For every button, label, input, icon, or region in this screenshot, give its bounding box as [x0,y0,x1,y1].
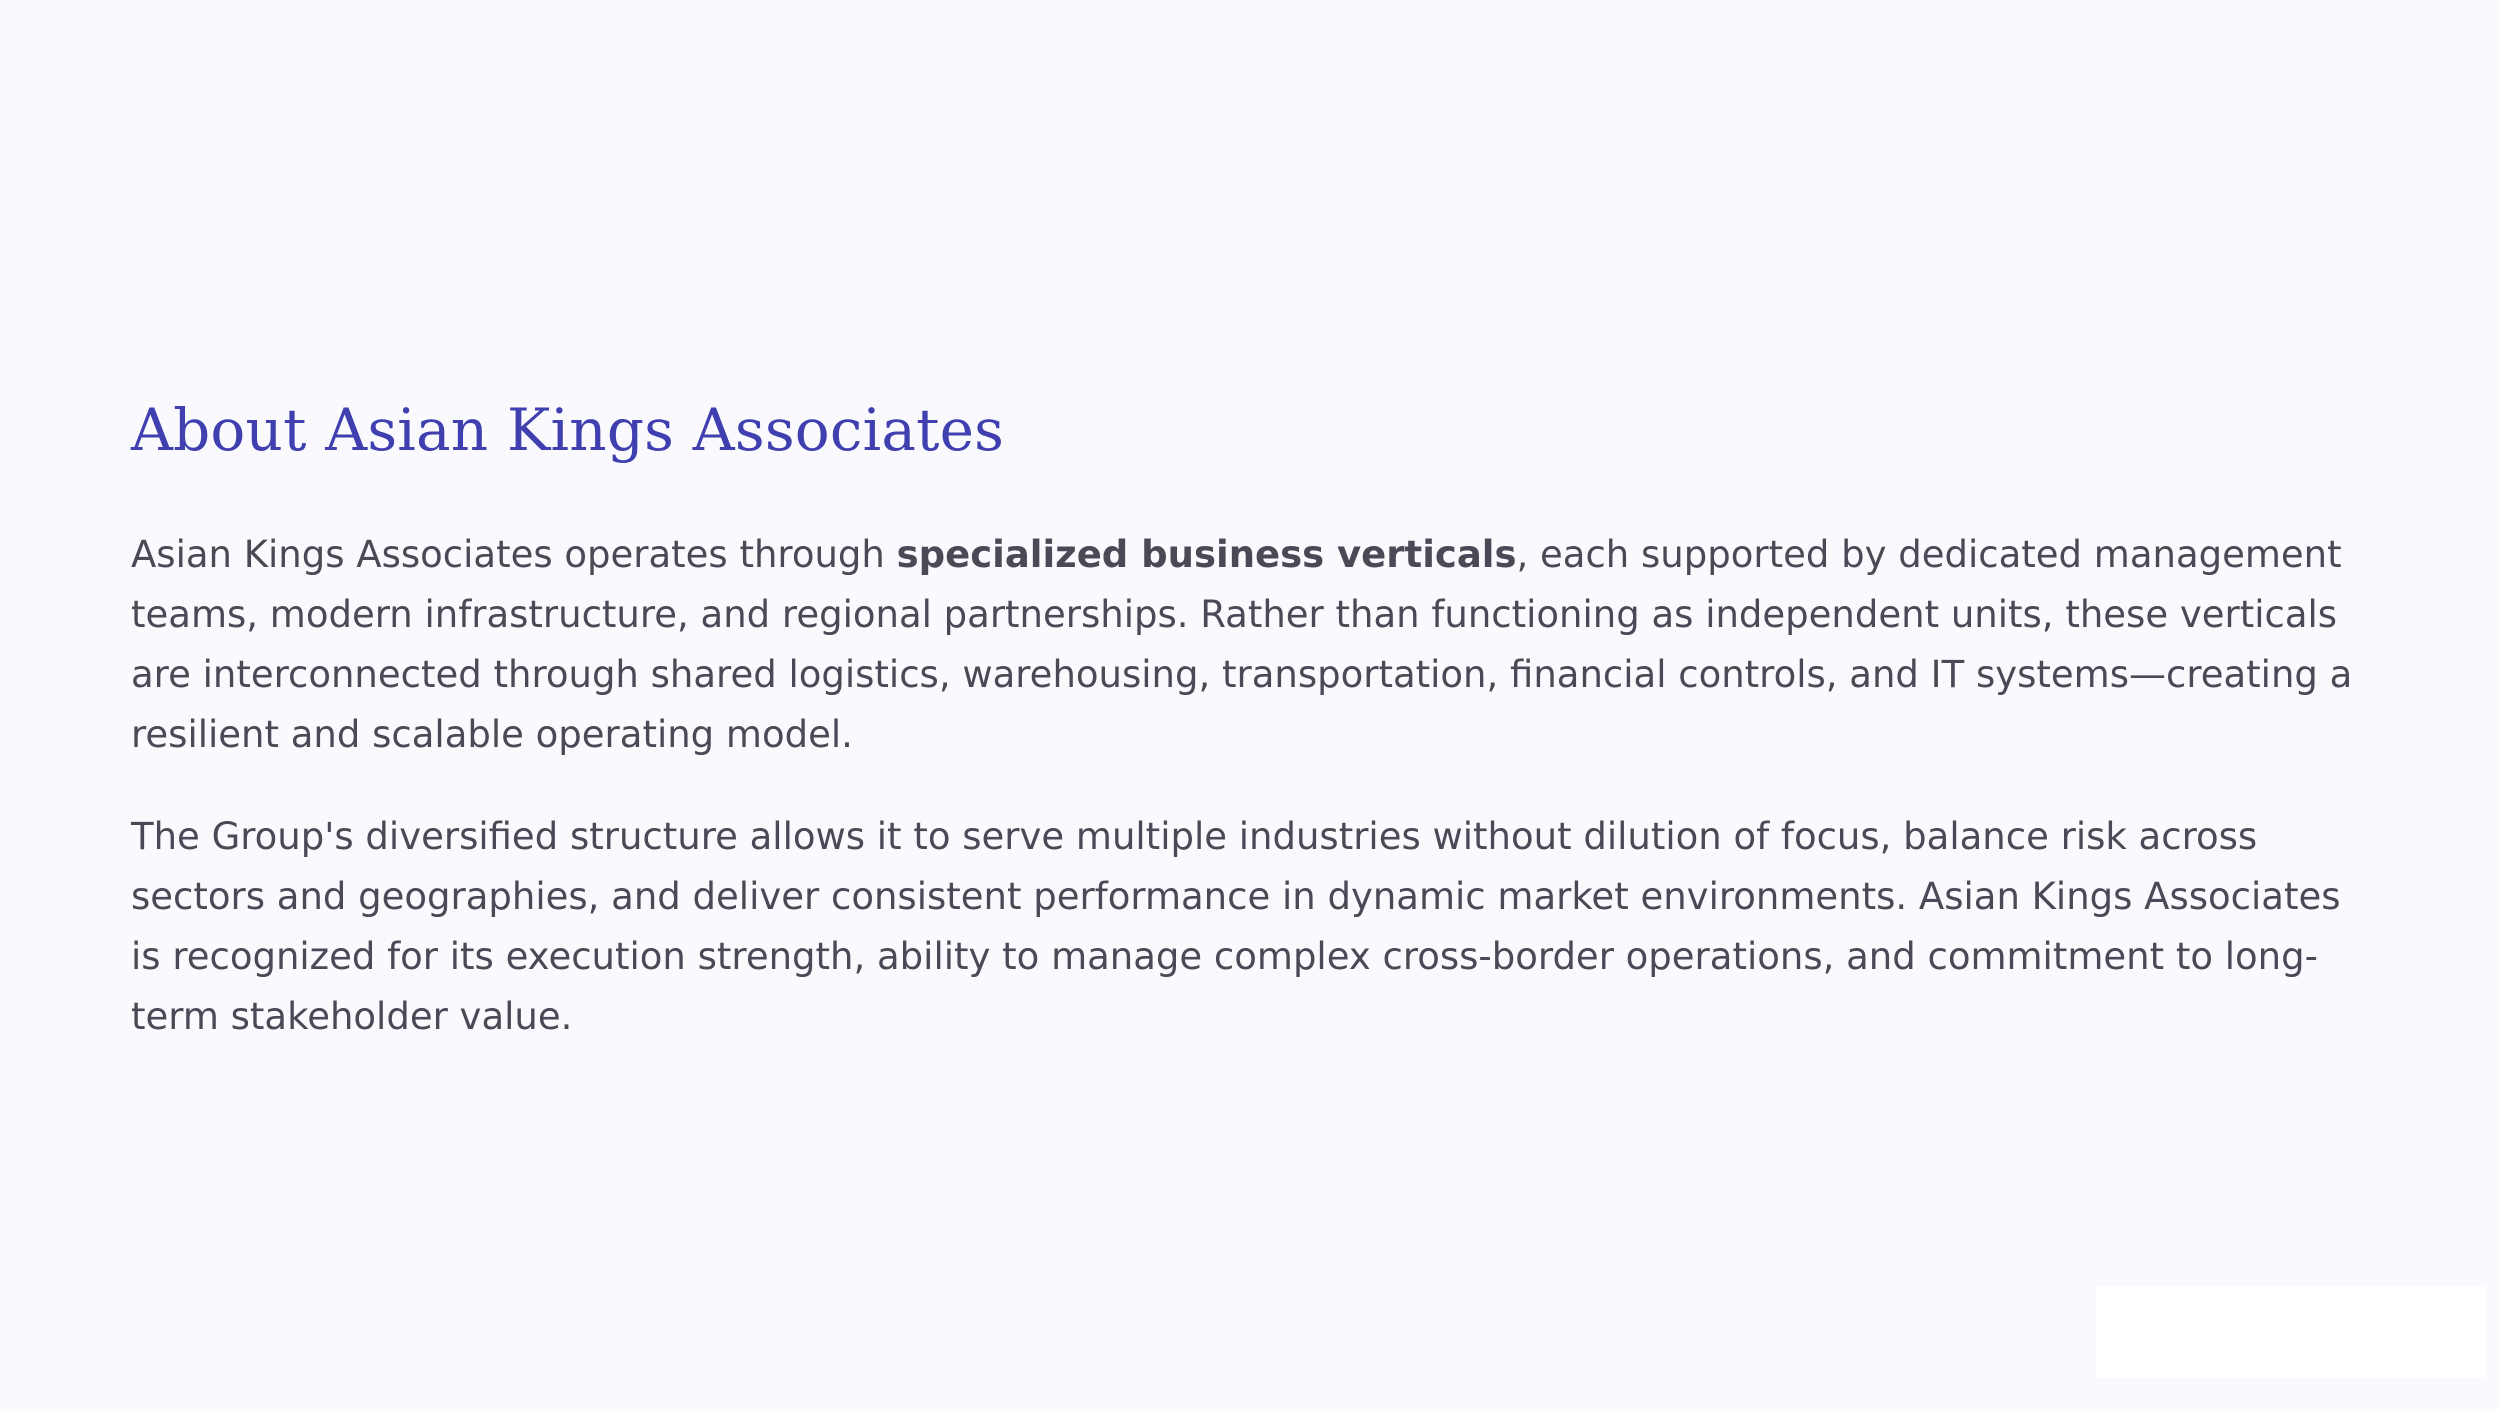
section-title: About Asian Kings Associates [131,396,1005,464]
structure-paragraph: The Group's diversified structure allows it to serve multiple industries without dilution of focus, balance risk across sectors and geographies, and deliver consistent performance in dynamic market environments. Asian Kings Associates is recognized for its execution strength, ability to manage complex cross-border operations, and commitment to long-term stakeholder value. [131,815,2341,1038]
intro-text-end: , each supported by dedicated management teams, modern infrastructure, and regional partnerships. Rather than functioning as independent units, these verticals are interconnected through shared logistics, warehousing, transportation, financial controls, and IT systems—creating a resilient and scalable operating model. [131,533,2353,756]
corner-panel [2096,1286,2486,1378]
intro-text-start: Asian Kings Associates operates through [131,533,897,576]
intro-paragraph [131,525,2371,765]
intro-emphasis: specialized business verticals [896,533,1517,576]
about-section [131,385,2371,1047]
